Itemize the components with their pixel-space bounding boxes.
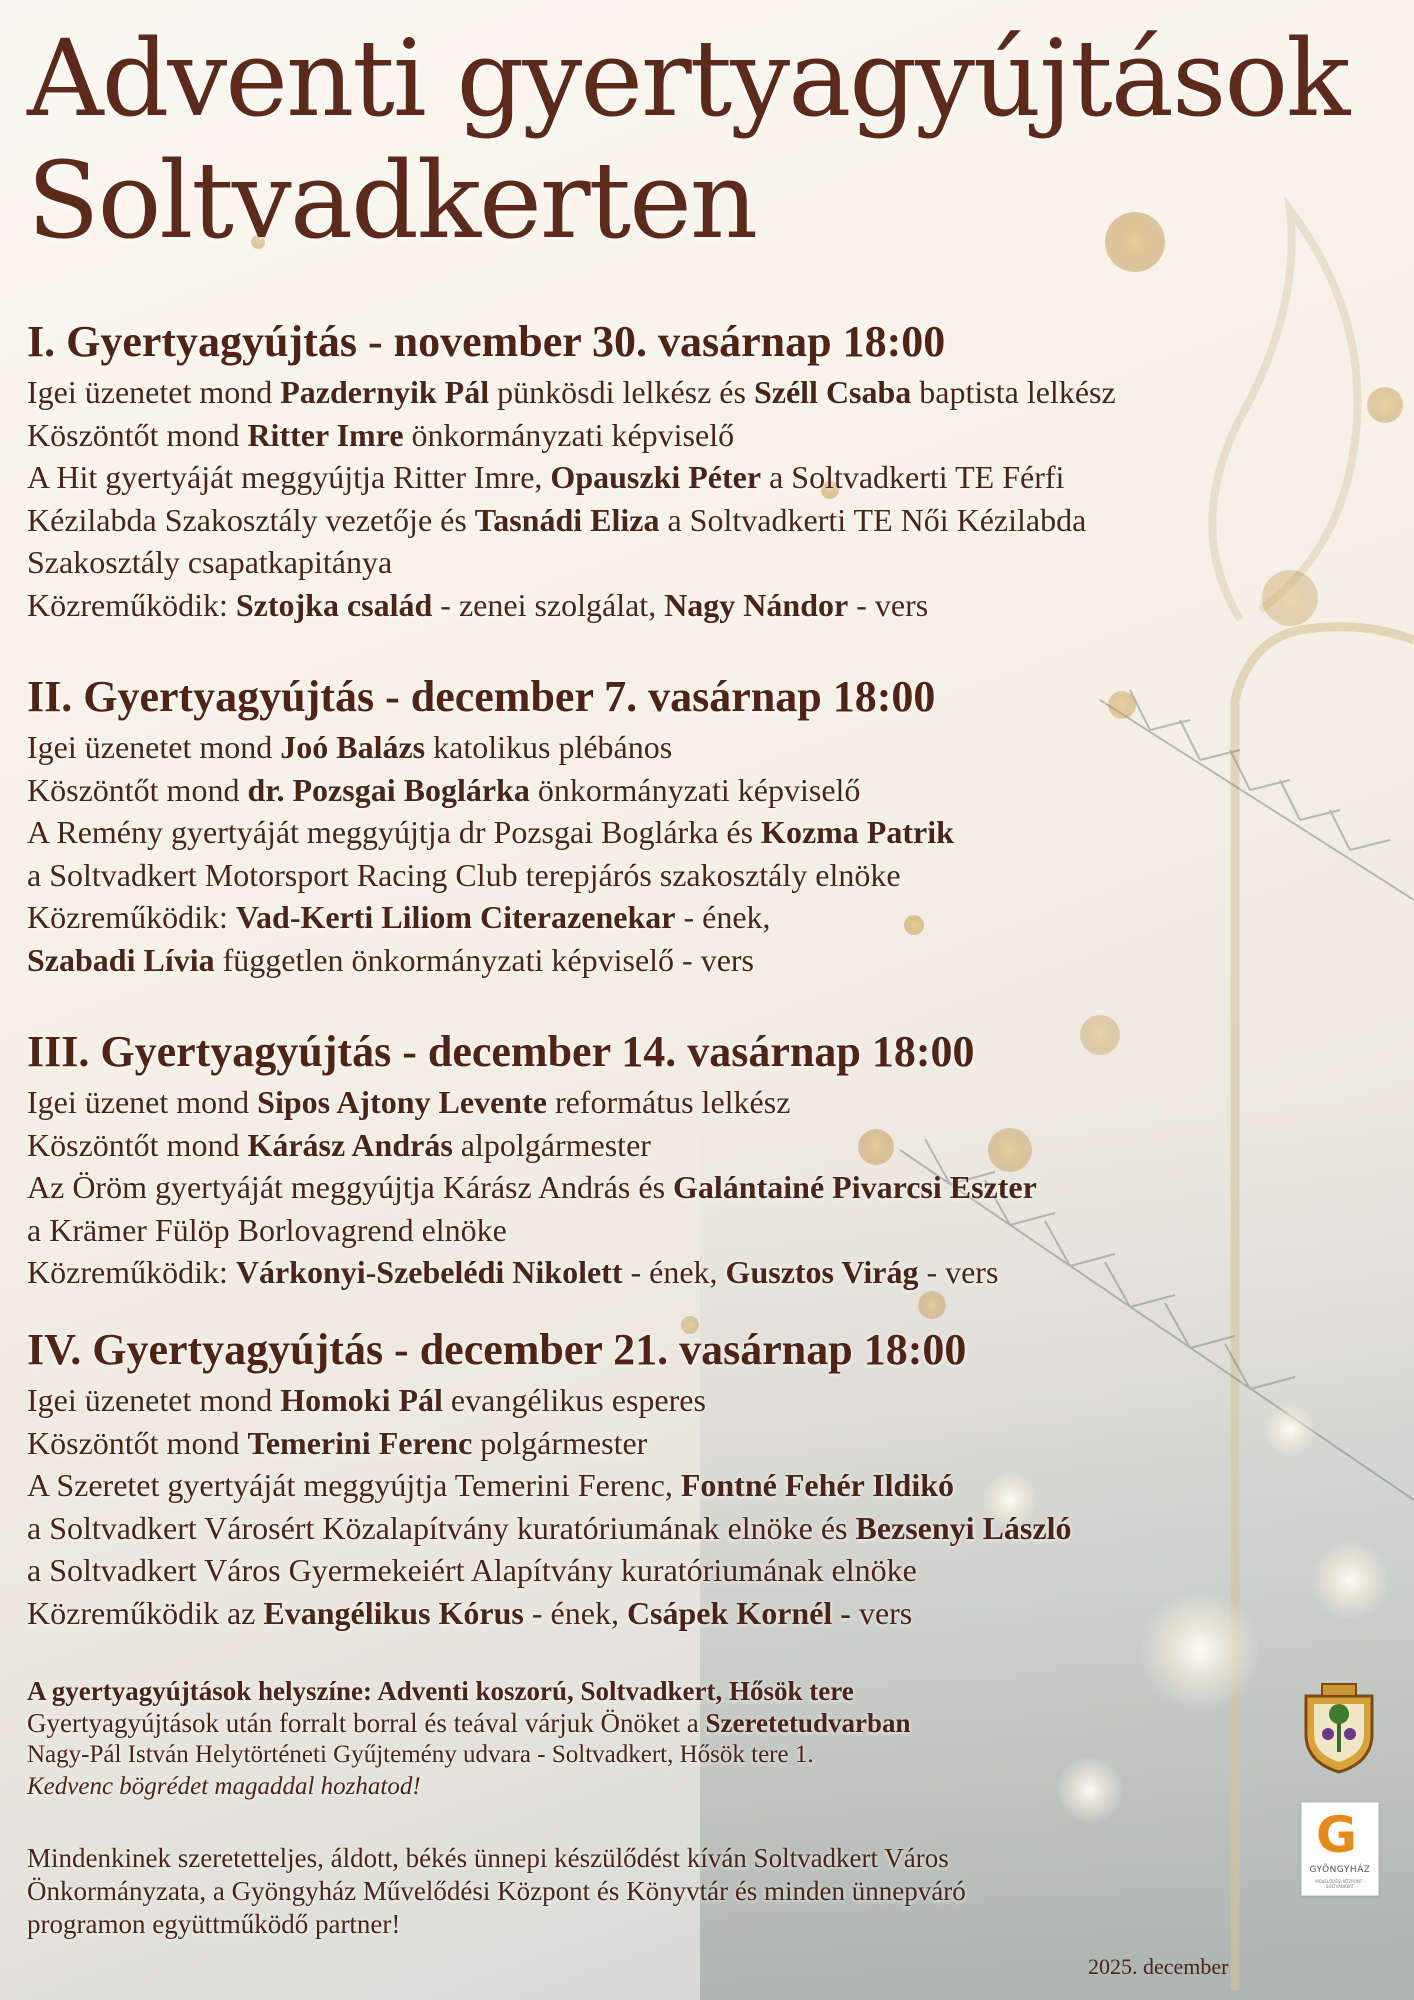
page-title	[27, 18, 1348, 262]
line-text: Igei üzenetet mond	[27, 1382, 281, 1418]
section-line	[27, 1251, 1037, 1294]
line-text: Közreműködik:	[27, 586, 236, 623]
section-line	[27, 1379, 1071, 1422]
section-line	[27, 414, 1116, 457]
line-text: katolikus plébános	[425, 729, 673, 765]
section-line	[27, 1549, 1071, 1592]
line-text: Igei üzenetet mond	[27, 374, 281, 410]
line-text: a Soltvadkert Városért Közalapítvány kuratóriumának elnöke és	[27, 1509, 856, 1546]
section-line	[27, 726, 954, 769]
section-line	[27, 939, 954, 982]
person-name: Tasnádi Eliza	[474, 501, 660, 538]
line-text: - ének,	[675, 899, 771, 936]
line-text: polgármester	[472, 1424, 648, 1461]
person-name: Sipos Ajtony Levente	[257, 1084, 547, 1120]
line-text: A Hit gyertyáját meggyújtja Ritter Imre,	[27, 459, 551, 496]
line-text: a Soltvadkerti TE Férfi	[761, 459, 1065, 496]
line-text: pünkösdi lelkész és	[489, 374, 754, 410]
gyongyhaz-logo-icon: G	[1316, 1806, 1358, 1864]
line-text: A Remény gyertyáját meggyújtja dr Pozsgai Boglárka és	[27, 814, 762, 851]
section-line	[27, 1507, 1071, 1550]
section-line	[27, 456, 1116, 499]
section-line	[27, 584, 1116, 627]
title-line-2: Soltvadkerten	[27, 139, 757, 262]
section-line	[27, 541, 1116, 584]
lighting-section-4	[27, 1321, 1071, 1635]
section-line	[27, 854, 954, 897]
line-text: Kézilabda Szakosztály vezetője és	[27, 501, 475, 538]
section-heading: II. Gyertyagyújtás - december 7. vasárnap 18:00	[27, 672, 936, 721]
section-line	[27, 769, 954, 812]
person-name: Fontné Fehér Ildikó	[680, 1467, 955, 1504]
invite-prefix: Gyertyagyújtások után forralt borral és teával várjuk Önöket a	[27, 1708, 706, 1738]
line-text: Közreműködik:	[27, 1254, 236, 1291]
line-text: a Soltvadkert Motorsport Racing Club terepjárós szakosztály elnöke	[27, 856, 901, 893]
person-name: Temerini Ferenc	[247, 1424, 473, 1461]
person-name: Galántainé Pivarcsi Eszter	[673, 1169, 1037, 1206]
person-name: Joó Balázs	[280, 729, 426, 765]
person-name: dr. Pozsgai Boglárka	[247, 771, 530, 808]
event-info	[27, 1675, 911, 1803]
gyongyhaz-logo	[1301, 1802, 1379, 1896]
line-text: Igei üzenet mond	[27, 1084, 258, 1120]
section-line	[27, 1166, 1037, 1209]
greeting-line: Önkormányzata, a Gyöngyház Művelődési Központ és Könyvtár és minden ünnepváró	[27, 1876, 966, 1906]
person-name: Nagy Nándor	[664, 586, 849, 623]
person-name: Csápek Kornél -	[626, 1594, 851, 1631]
gyongyhaz-logo-text: GYÖNGYHÁZ	[1309, 1865, 1371, 1875]
person-name: Homoki Pál	[280, 1382, 443, 1418]
person-name: Evangélikus Kórus	[263, 1594, 524, 1631]
line-text: - vers	[918, 1254, 999, 1291]
person-name: Kozma Patrik	[761, 814, 954, 851]
line-text: Köszöntőt mond	[27, 1424, 248, 1461]
line-text: Köszöntőt mond	[27, 416, 248, 453]
section-line	[27, 1209, 1037, 1252]
greeting-line: Mindenkinek szeretetteljes, áldott, békés ünnepi készülődést kíván Soltvadkert Város	[27, 1843, 949, 1873]
mug-note: Kedvenc bögrédet magaddal hozhatod!	[27, 1773, 421, 1800]
person-name: Pazdernyik Pál	[280, 374, 490, 410]
line-text: a Krämer Fülöp Borlovagrend elnöke	[27, 1211, 507, 1248]
line-text: a Soltvadkert Város Gyermekeiért Alapítvány kuratóriumának elnöke	[27, 1552, 917, 1589]
line-text: Köszöntőt mond	[27, 1126, 248, 1163]
line-text: baptista lelkész	[911, 374, 1116, 410]
line-text: alpolgármester	[452, 1126, 651, 1163]
line-text: önkormányzati képviselő	[403, 416, 735, 453]
greeting	[27, 1842, 966, 1941]
section-heading: IV. Gyertyagyújtás - december 21. vasárnap 18:00	[27, 1325, 967, 1374]
line-text: Szakosztály csapatkapitánya	[27, 544, 393, 581]
line-text: vers	[850, 1594, 913, 1631]
location-text: A gyertyagyújtások helyszíne: Adventi koszorú, Soltvadkert, Hősök tere	[27, 1676, 854, 1706]
line-text: Igei üzenetet mond	[27, 729, 281, 765]
section-heading: III. Gyertyagyújtás - december 14. vasárnap 18:00	[27, 1027, 975, 1076]
lighting-section-2	[27, 668, 954, 982]
person-name: Szabadi Lívia	[27, 941, 215, 978]
person-name: Vad-Kerti Liliom Citerazenekar	[235, 899, 676, 936]
line-text: - ének,	[622, 1254, 726, 1291]
lighting-section-3	[27, 1023, 1037, 1294]
line-text: - vers	[848, 586, 929, 623]
section-line	[27, 1124, 1037, 1167]
line-text: a Soltvadkerti TE Női Kézilabda	[659, 501, 1087, 538]
soltvadkert-coat-of-arms-icon	[1300, 1682, 1378, 1774]
person-name: Sztojka család	[235, 586, 433, 623]
person-name: Várkonyi-Szebelédi Nikolett	[235, 1254, 623, 1291]
section-line	[27, 1081, 1037, 1124]
line-text: - zenei szolgálat,	[432, 586, 665, 623]
line-text: Közreműködik:	[27, 899, 236, 936]
person-name: Széll Csaba	[753, 374, 912, 410]
gyongyhaz-logo-subtext: MŰVELŐDÉSI KÖZPONT · SOLTVADKERT	[1315, 1879, 1365, 1889]
section-line	[27, 371, 1116, 414]
section-line	[27, 499, 1116, 542]
section-line	[27, 1422, 1071, 1465]
section-line	[27, 1592, 1071, 1635]
person-name: Ritter Imre	[247, 416, 404, 453]
section-heading: I. Gyertyagyújtás - november 30. vasárnap 18:00	[27, 317, 946, 366]
invite-text	[27, 1707, 911, 1739]
lighting-section-1	[27, 313, 1116, 627]
line-text: független önkormányzati képviselő - vers	[214, 941, 754, 978]
section-line	[27, 896, 954, 939]
invite-venue: Szeretetudvarban	[705, 1708, 911, 1738]
section-line	[27, 811, 954, 854]
line-text: A Szeretet gyertyáját meggyújtja Temerini Ferenc,	[27, 1467, 681, 1504]
section-line	[27, 1464, 1071, 1507]
greeting-line: programon együttműködő partner!	[27, 1909, 401, 1939]
line-text: Közreműködik az	[27, 1594, 264, 1631]
address-text: Nagy-Pál István Helytörténeti Gyűjtemény udvara - Soltvadkert, Hősök tere 1.	[27, 1741, 814, 1768]
line-text: Köszöntőt mond	[27, 771, 248, 808]
line-text: református lelkész	[546, 1084, 791, 1120]
line-text: önkormányzati képviselő	[529, 771, 861, 808]
line-text: - ének,	[523, 1594, 627, 1631]
person-name: Opauszki Péter	[550, 459, 762, 496]
person-name: Bezsenyi László	[855, 1509, 1072, 1546]
title-line-1: Adventi gyertyagyújtások	[27, 17, 1349, 140]
person-name: Gusztos Virág	[725, 1254, 919, 1291]
person-name: Kárász András	[247, 1126, 453, 1163]
line-text: evangélikus esperes	[442, 1382, 706, 1418]
line-text: Az Öröm gyertyáját meggyújtja Kárász András és	[27, 1169, 674, 1206]
issue-date: 2025. december	[1088, 1954, 1229, 1979]
